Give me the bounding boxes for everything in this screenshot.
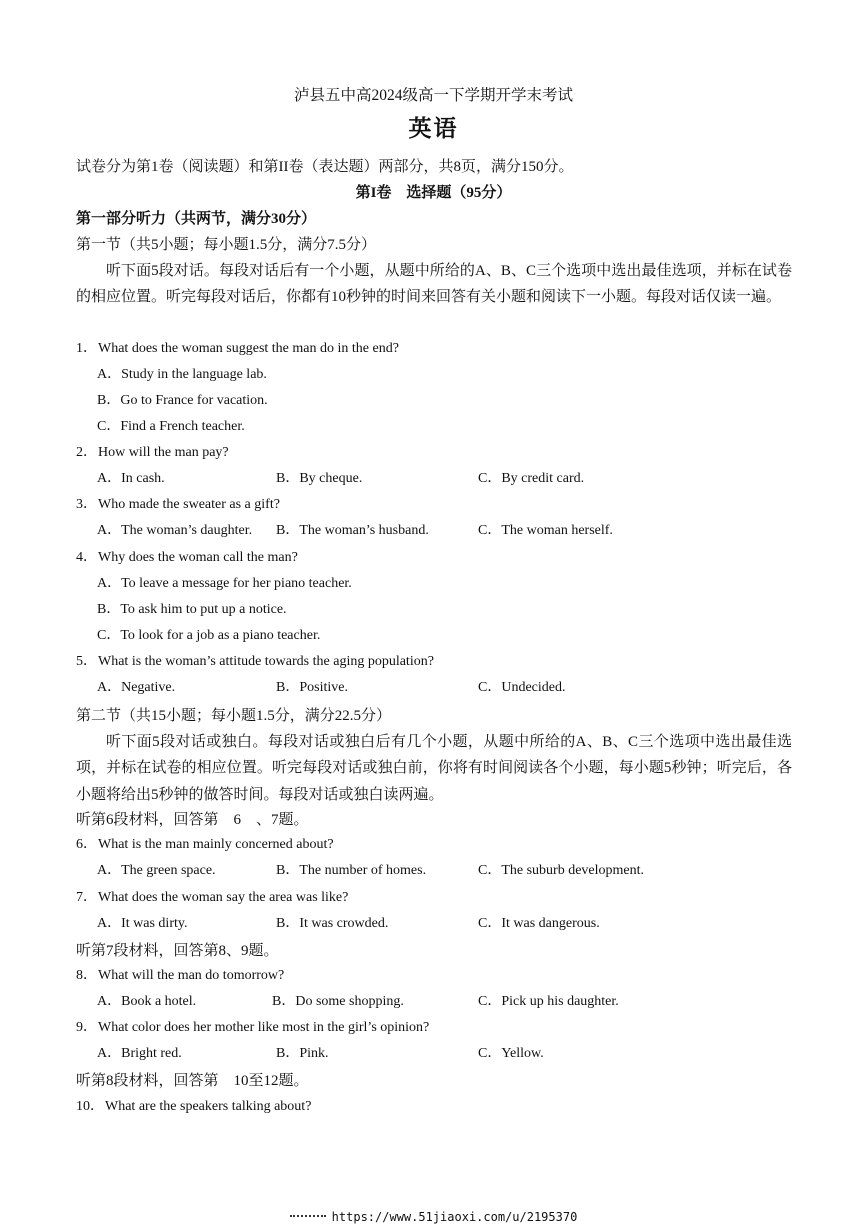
option-c: C．It was dangerous. <box>478 916 600 931</box>
subject-title: 英语 <box>408 116 459 141</box>
option-c: C．Find a French teacher. <box>97 419 245 434</box>
question-text: What does the woman suggest the man do in the end? <box>98 341 399 356</box>
option-c: C．The suburb development. <box>478 863 645 878</box>
option-b: B．Do some shopping. <box>272 994 404 1009</box>
question-text: What are the speakers talking about? <box>105 1099 312 1114</box>
question-number: 2． <box>76 445 97 460</box>
question-number: 8． <box>76 968 97 983</box>
option-c: C．The woman herself. <box>478 523 613 538</box>
option-b: B．Positive. <box>276 680 348 695</box>
option-a: A．Bright red. <box>97 1046 182 1061</box>
option-a: A．It was dirty. <box>97 916 188 931</box>
volume-title: 第I卷 选择题（95分） <box>355 185 512 201</box>
option-b: B．The number of homes. <box>276 863 427 878</box>
option-b: B．The woman’s husband. <box>276 523 429 538</box>
question-number: 5． <box>76 654 97 669</box>
option-b: B．By cheque. <box>276 471 363 486</box>
option-c: C．Pick up his daughter. <box>478 994 619 1009</box>
option-a: A．In cash. <box>97 471 165 486</box>
question-number: 4． <box>76 550 97 565</box>
question-text: Why does the woman call the man? <box>98 550 298 565</box>
part1-title: 第一部分听力（共两节，满分30分） <box>76 211 317 227</box>
question-number: 6． <box>76 837 97 852</box>
watermark-mark <box>290 1215 326 1221</box>
question-text: What will the man do tomorrow? <box>98 968 285 983</box>
option-a: A．Study in the language lab. <box>97 367 267 382</box>
option-a: A．The woman’s daughter. <box>97 523 253 538</box>
option-b: B．Pink. <box>276 1046 329 1061</box>
exam-title: 泸县五中高2024级高一下学期开学末考试 <box>293 87 573 104</box>
question-text: What color does her mother like most in the girl’s opinion? <box>98 1020 430 1035</box>
question-text: Who made the sweater as a gift? <box>98 497 280 512</box>
section1-instructions: 听下面5段对话。每段对话后有一个小题，从题中所给的A、B、C三个选项中选出最佳选项，并标在试卷的相应位置。听完每段对话后，你都有10秒钟的时间来回答有关小题和阅读下一小题。每段对话仅读一遍。 <box>76 263 792 306</box>
question-text: How will the man pay? <box>98 445 229 460</box>
question-number: 1． <box>76 341 97 356</box>
option-c: C．Yellow. <box>478 1046 544 1061</box>
question-text: What does the woman say the area was like? <box>98 890 349 905</box>
option-c: C．By credit card. <box>478 471 585 486</box>
section2-title: 第二节（共15小题；每小题1.5分，满分22.5分） <box>76 708 392 724</box>
option-a: A．Book a hotel. <box>97 994 197 1009</box>
page-footer <box>0 1210 867 1224</box>
material-6-heading: 听第6段材料，回答第 6 、7题。 <box>76 812 309 828</box>
exam-intro: 试卷分为第1卷（阅读题）和第II卷（表达题）两部分，共8页，满分150分。 <box>76 159 574 175</box>
option-a: A．Negative. <box>97 680 176 695</box>
question-number: 9． <box>76 1020 97 1035</box>
option-c: C．To look for a job as a piano teacher. <box>97 628 321 643</box>
material-7-heading: 听第7段材料，回答第8、9题。 <box>76 943 279 959</box>
material-8-heading: 听第8段材料，回答第 10至12题。 <box>76 1073 309 1089</box>
option-b: B．It was crowded. <box>276 916 389 931</box>
option-c: C．Undecided. <box>478 680 566 695</box>
option-a: A．To leave a message for her piano teacher. <box>97 576 352 591</box>
section2-instructions: 听下面5段对话或独白。每段对话或独白后有几个小题，从题中所给的A、B、C三个选项中选出最佳选项，并标在试卷的相应位置。听完每段对话或独白前，你将有时间阅读各个小题，每小题5秒钟；听完后，各小题将给出5秒钟的做答时间。每段对话或独白读两遍。 <box>76 734 792 803</box>
section1-title: 第一节（共5小题；每小题1.5分，满分7.5分） <box>76 237 377 253</box>
footer-url[interactable]: https://www.51jiaoxi.com/u/2195370 <box>331 1210 578 1224</box>
option-a: A．The green space. <box>97 863 216 878</box>
option-b: B．To ask him to put up a notice. <box>97 602 287 617</box>
question-number: 10． <box>76 1099 104 1114</box>
question-number: 7． <box>76 890 97 905</box>
option-b: B．Go to France for vacation. <box>97 393 268 408</box>
question-number: 3． <box>76 497 97 512</box>
question-text: What is the man mainly concerned about? <box>98 837 334 852</box>
question-text: What is the woman’s attitude towards the aging population? <box>98 654 434 669</box>
